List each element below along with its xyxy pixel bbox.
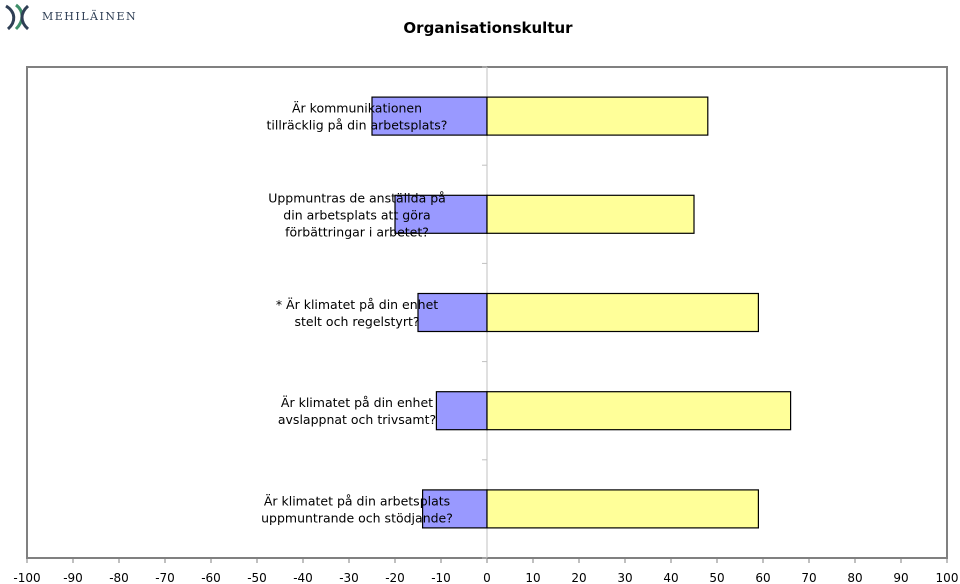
category-label-line: Uppmuntras de anställda på xyxy=(268,190,446,206)
category-label-line: din arbetsplats att göra xyxy=(283,207,431,223)
bar-positive xyxy=(487,97,708,135)
x-tick-label: 90 xyxy=(893,571,909,584)
x-tick-label: -10 xyxy=(431,571,451,584)
x-tick-label: -50 xyxy=(247,571,267,584)
bar-positive xyxy=(487,392,791,430)
category-label-line: Är klimatet på din arbetsplats xyxy=(263,493,451,509)
category-label xyxy=(268,190,446,239)
x-tick-label: -80 xyxy=(109,571,129,584)
category-label-line: uppmuntrande och stödjande? xyxy=(261,510,453,526)
logo-wordmark: MEHILÄINEN xyxy=(42,10,138,23)
bar-positive xyxy=(487,294,758,332)
x-tick-label: -40 xyxy=(293,571,313,584)
x-tick-label: -70 xyxy=(155,571,175,584)
x-tick-label: 0 xyxy=(483,571,491,584)
category-label-line: stelt och regelstyrt? xyxy=(294,314,420,329)
category-label-line: tillräcklig på din arbetsplats? xyxy=(266,117,448,133)
bar-positive xyxy=(487,490,758,528)
x-tick-label: 10 xyxy=(525,571,541,584)
x-tick-label: -60 xyxy=(201,571,221,584)
category-label-line: * Är klimatet på din enhet xyxy=(275,297,439,312)
category-label xyxy=(276,297,438,329)
x-tick-label: -90 xyxy=(63,571,83,584)
x-tick-label: -100 xyxy=(13,571,41,584)
x-tick-label: -20 xyxy=(385,571,405,584)
category-label-line: förbättringar i arbetet? xyxy=(285,224,429,240)
bar-positive xyxy=(487,195,694,233)
category-label-line: avslappnat och trivsamt? xyxy=(277,412,437,428)
x-tick-label: 100 xyxy=(935,571,959,584)
category-label-line: Är kommunikationen xyxy=(291,100,423,116)
x-tick-label: 70 xyxy=(801,571,817,584)
x-tick-label: 20 xyxy=(571,571,587,584)
category-label xyxy=(278,395,436,427)
category-label-line: Är klimatet på din enhet xyxy=(280,395,434,411)
x-tick-label: 80 xyxy=(847,571,863,584)
x-tick-label: 30 xyxy=(617,571,633,584)
chart-title: Organisationskultur xyxy=(403,19,573,37)
x-tick-label: -30 xyxy=(339,571,359,584)
x-tick-label: 40 xyxy=(663,571,679,584)
x-tick-label: 50 xyxy=(709,571,725,584)
x-tick-label: 60 xyxy=(755,571,771,584)
bar-negative xyxy=(436,392,487,430)
